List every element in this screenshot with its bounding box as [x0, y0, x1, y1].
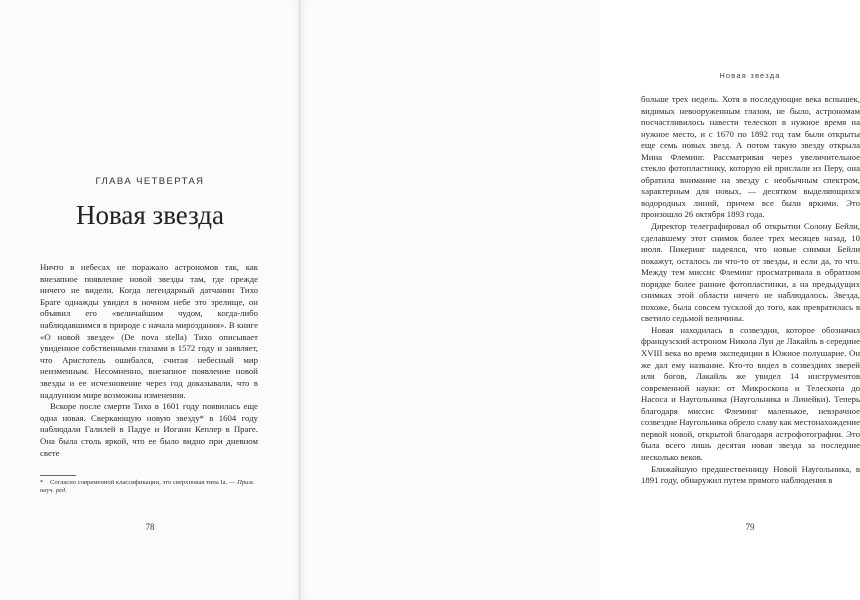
running-head: Новая звезда [719, 71, 781, 80]
right-page [300, 0, 860, 600]
page-number-left: 78 [145, 522, 155, 532]
footnote-divider [40, 475, 76, 476]
chapter-title: Новая звезда [75, 200, 224, 230]
footnote-attribution: Прим. науч. ред. [40, 479, 255, 495]
footnote [40, 479, 258, 495]
footnote-mark: * [40, 479, 44, 486]
page-number-right: 79 [745, 522, 755, 532]
paragraph: Ничто в небесах не поражало астрономов так, как внезапное появление новой звезды там, где прежде ничего не видели. Когда легендарный датчанин Тихо Браге однажды увидел в ночном небе это зрелище, он объявил его «величайшим чудом, когда-либо наблюдавшимся в природе с начала мироздания». В книге «О новой звезде» (De nova stella) Тихо описывает увиденное собственными глазами в 1572 году и заявляет, что Аристотель ошибался, считая небесный мир неизменным. Несомненно, внезапное появление новой звезды и ее исчезновение через год доказывали, что в надлунном мире возможны изменения. [40, 262, 258, 400]
left-body-text [40, 262, 258, 459]
paragraph: Вскоре после смерти Тихо в 1601 году появилась еще одна новая. Сверкающую новую звезду* в 1604 году наблюдали Галилей в Падуе и Иоганн Кеплер в Праге. Она была столь яркой, что ее было видно при дневном свете [40, 401, 258, 458]
left-page [0, 0, 300, 600]
paragraph: Новая находилась в созвездии, которое обозначил французский астроном Никола Луи де Лакайль в середине XVIII века во время экспедиции в Южное полушарие. Он же дал ему название. Кто-то видел в созвездиях зверей или богов, Лакайль же увидел 14 инструментов современной науки: от Микроскопа и Телескопа до Насоса и Наугольника (Наугольника и Линейки). Теперь благодаря миссис Флеминг маленькое, невзрачное созвездие Наугольника обрело славу как местонахождение первой новой, открытой благодаря астрофотографии. Это была всего лишь десятая новая звезда за последние несколько веков. [641, 324, 860, 462]
paragraph: Директор телеграфировал об открытии Солону Бейли, сделавшему этот снимок более трех месяцев назад, 10 июля. Пикеринг надеялся, что новые снимки Бейли покажут, осталось ли что-то от звезды, и если да, то что. Между тем миссис Флеминг просматривала в обратном порядке более ранние фотопластинки, а на предыдущих снимках этой области ничего не наблюдалось. Звезда, похоже, была совсем тусклой до того, как превратилась в светило седьмой величины. [641, 221, 860, 324]
paragraph: больше трех недель. Хотя в последующие века вспышек, видимых невооруженным глазом, не было, астрономам посчастливилось навести телескоп в нужное время на нужное место, и с 1670 по 1892 год там были открыты еще семь новых звезд. А потом такую звезду открыла Мина Флеминг. Рассматривая через увеличительное стекло фотопластинку, которую ей прислали из Перу, она обратила внимание на звезду с необычным спектром, характерным для новых, — десятком выделяющихся водородных линий, причем все были яркими. Это произошло 26 октября 1893 года. [641, 94, 860, 220]
footnote-text: Согласно современной классификации, это сверхновая типа Ia. — [50, 479, 236, 486]
right-body-text [641, 94, 860, 487]
paragraph: Ближайшую предшественницу Новой Наугольника, в 1891 году, обнаружил путем прямого наблюдения в [641, 463, 860, 486]
chapter-label: ГЛАВА ЧЕТВЕРТАЯ [95, 176, 205, 187]
